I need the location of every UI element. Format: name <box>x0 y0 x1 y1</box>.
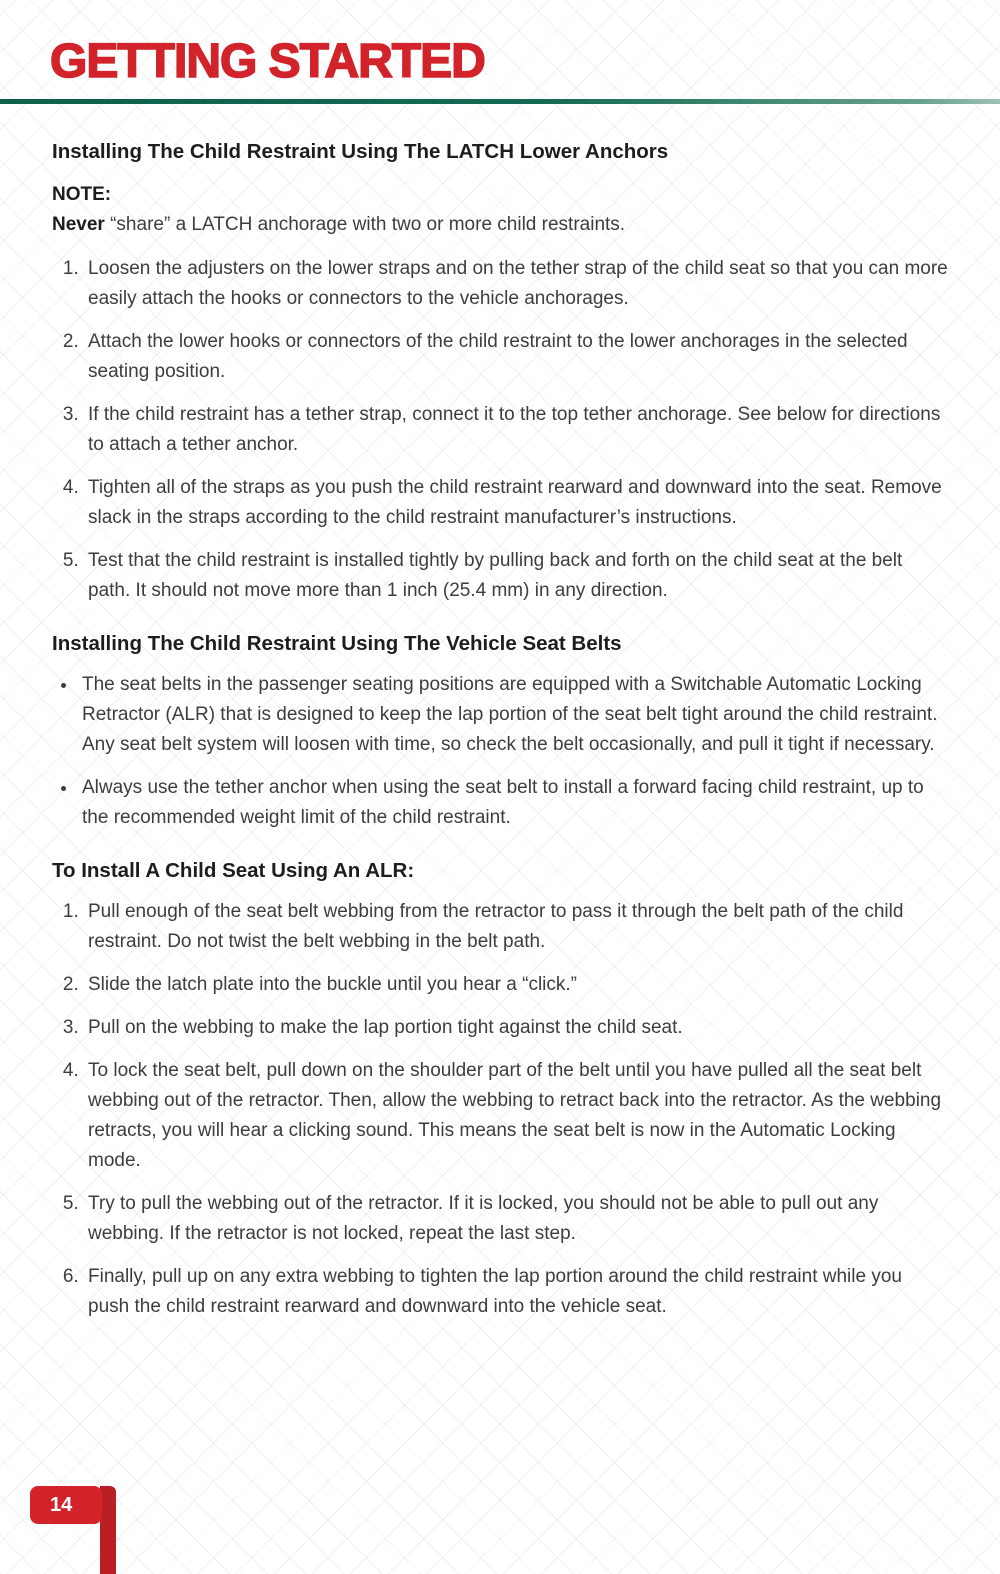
alr-step-6: 6. Finally, pull up on any extra webbing to tighten the lap portion around the child restraint while you push the child restraint rearward and downward into the vehicle seat. <box>84 1262 948 1322</box>
latch-step-1: 1. Loosen the adjusters on the lower straps and on the tether strap of the child seat so that you can more easily attach the hooks or connectors to the vehicle anchorages. <box>84 254 948 314</box>
seatbelt-bullet-list <box>52 670 948 833</box>
note <box>52 180 948 240</box>
note-text: “share” a LATCH anchorage with two or more child restraints. <box>104 214 626 235</box>
section-heading-alr: To Install A Child Seat Using An ALR: <box>52 859 415 882</box>
alr-step-1: 1. Pull enough of the seat belt webbing from the retractor to pass it through the belt path of the child restraint. Do not twist the belt webbing in the belt path. <box>84 897 948 957</box>
alr-step-3: 3. Pull on the webbing to make the lap portion tight against the child seat. <box>84 1013 948 1043</box>
seatbelt-bullet-1: • The seat belts in the passenger seating positions are equipped with a Switchable Automatic Locking Retractor (ALR) that is designed to keep the lap portion of the seat belt tight around the child restraint. Any seat belt system will loosen with time, so check the belt occasionally, and pull it tight if necessary. <box>78 670 948 760</box>
section-heading-latch: Installing The Child Restraint Using The LATCH Lower Anchors <box>52 140 669 163</box>
latch-step-3: 3. If the child restraint has a tether strap, connect it to the top tether anchorage. See below for directions to attach a tether anchor. <box>84 400 948 460</box>
page-title: GETTING STARTED <box>50 35 485 88</box>
latch-step-5: 5. Test that the child restraint is installed tightly by pulling back and forth on the child seat at the belt path. It should not move more than 1 inch (25.4 mm) in any direction. <box>84 546 948 606</box>
note-keyword: Never <box>52 214 105 235</box>
latch-steps-list <box>52 254 948 606</box>
alr-steps-list <box>52 897 948 1322</box>
alr-step-5: 5. Try to pull the webbing out of the retractor. If it is locked, you should not be able to pull out any webbing. If the retractor is not locked, repeat the last step. <box>84 1189 948 1249</box>
alr-step-4: 4. To lock the seat belt, pull down on the shoulder part of the belt until you have pulled all the seat belt webbing out of the retractor. Then, allow the webbing to retract back into the retractor. As the webbing retracts, you will hear a clicking sound. This means the seat belt is now in the Automatic Locking mode. <box>84 1056 948 1176</box>
alr-step-2: 2. Slide the latch plate into the buckle until you hear a “click.” <box>84 970 948 1000</box>
seatbelt-bullet-2: • Always use the tether anchor when using the seat belt to install a forward facing child restraint, up to the recommended weight limit of the child restraint. <box>78 773 948 833</box>
page-number: 14 <box>50 1493 73 1516</box>
note-label: NOTE: <box>52 184 112 205</box>
footer-accent-bar <box>100 1486 116 1574</box>
page-content <box>0 104 1000 1322</box>
latch-step-4: 4. Tighten all of the straps as you push the child restraint rearward and downward into the seat. Remove slack in the straps according to the child restraint manufacturer’s instructions. <box>84 473 948 533</box>
latch-step-2: 2. Attach the lower hooks or connectors of the child restraint to the lower anchorages in the selected seating position. <box>84 327 948 387</box>
section-heading-seatbelts: Installing The Child Restraint Using The Vehicle Seat Belts <box>52 632 622 655</box>
page-number-tab <box>30 1486 102 1524</box>
